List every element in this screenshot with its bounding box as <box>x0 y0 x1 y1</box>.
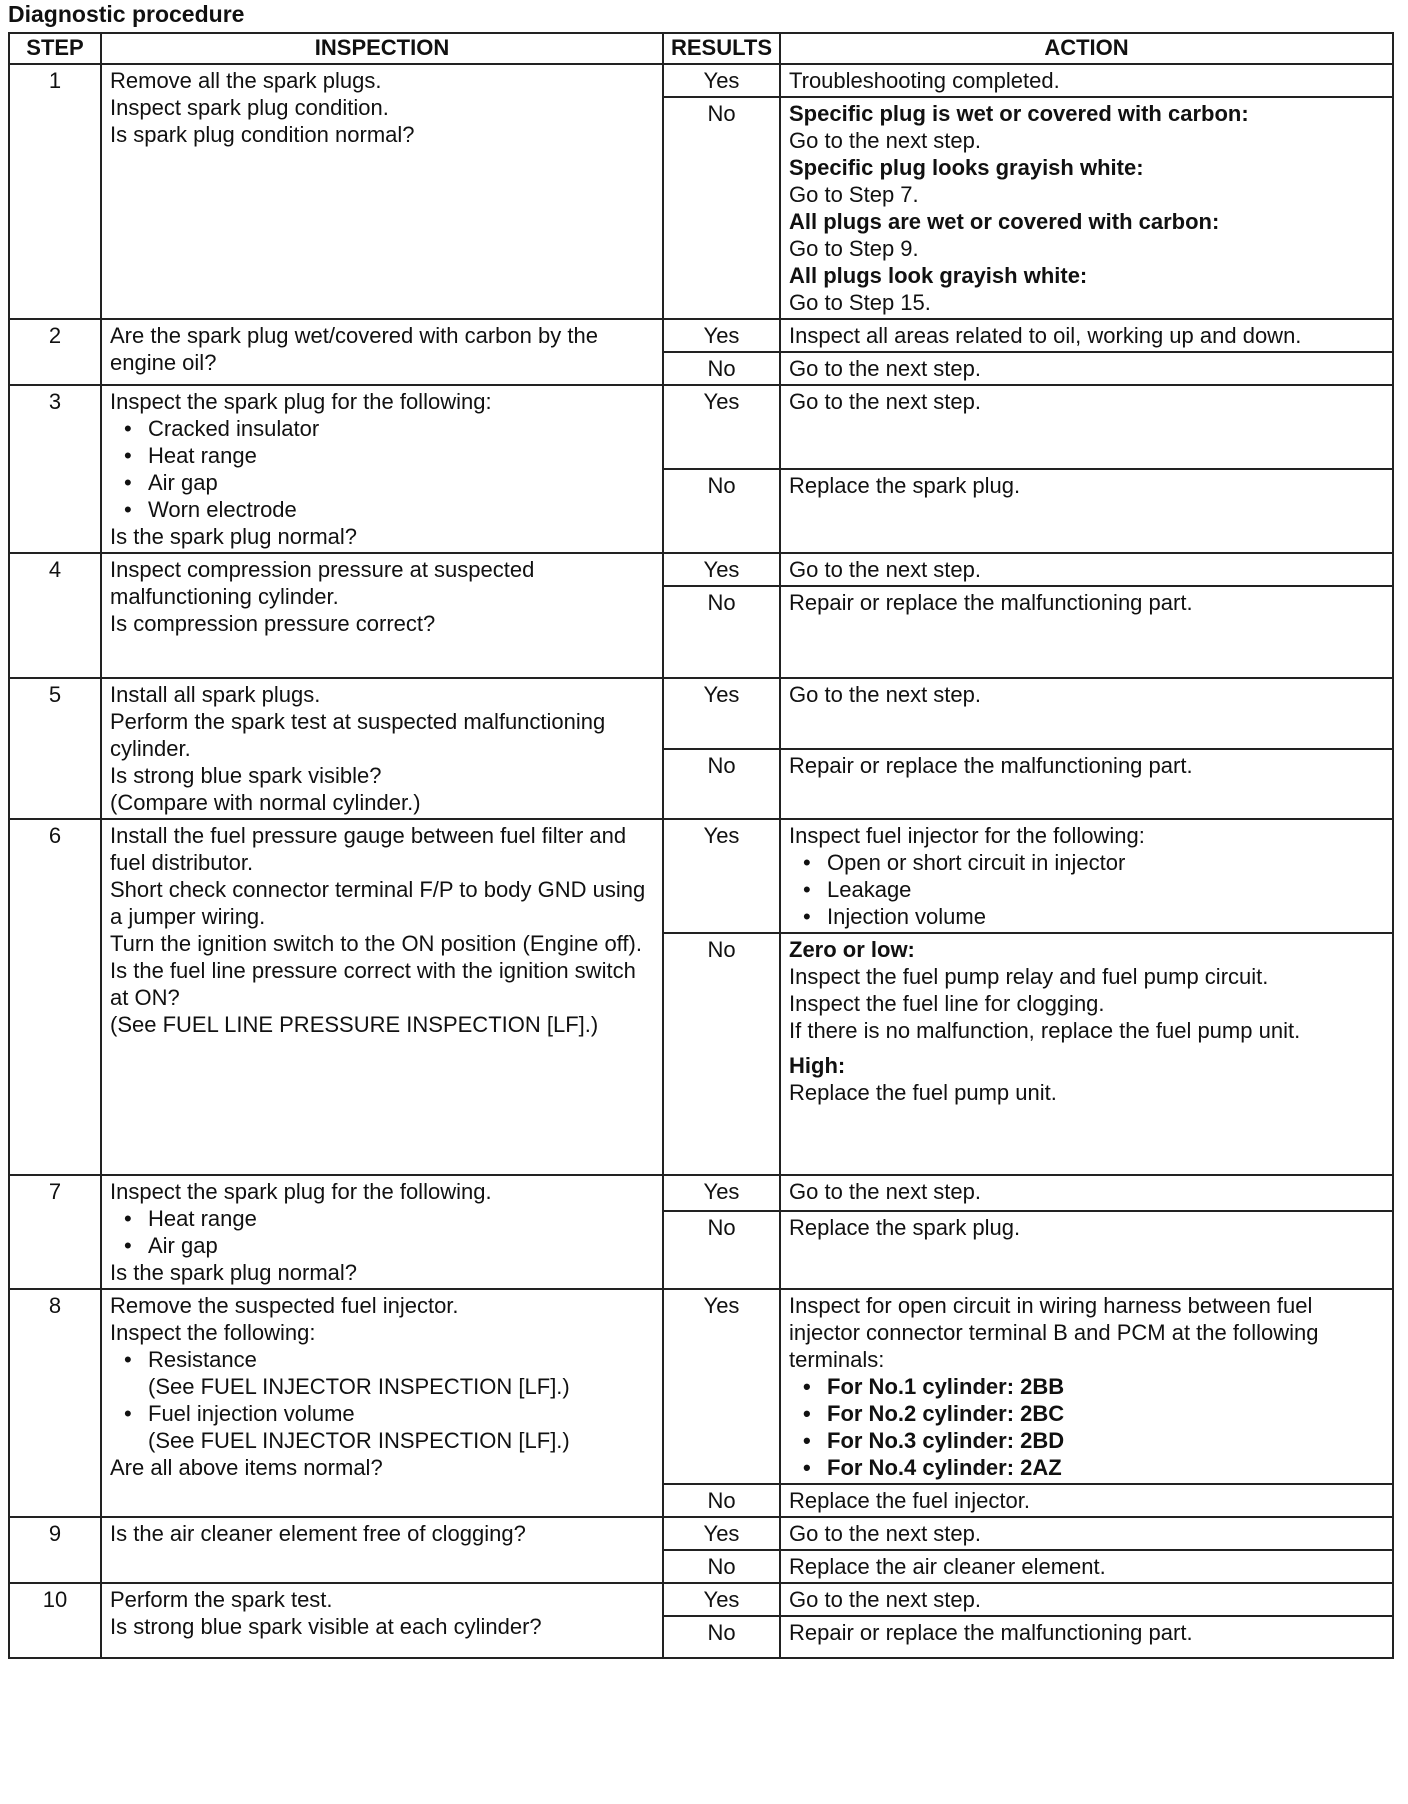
table-row <box>9 819 1393 933</box>
inspection-line: Is strong blue spark visible at each cylinder? <box>110 1614 542 1639</box>
result-yes: Yes <box>663 319 780 352</box>
inspection-line: Is the fuel line pressure correct with the ignition switch at ON? <box>110 958 636 1010</box>
list-item: • For No.4 cylinder: 2AZ <box>789 1454 1384 1481</box>
result-yes: Yes <box>663 1517 780 1550</box>
inspection-question: Is the spark plug normal? <box>110 524 358 549</box>
action-yes: Go to the next step. <box>780 385 1393 469</box>
step-number: 9 <box>9 1517 101 1583</box>
list-item: • Cracked insulator <box>110 415 654 442</box>
table-row <box>9 385 1393 469</box>
action-intro: Inspect fuel injector for the following: <box>789 823 1145 848</box>
condition-action: If there is no malfunction, replace the fuel pump unit. <box>789 1018 1301 1043</box>
result-yes: Yes <box>663 1175 780 1211</box>
inspection-line: Perform the spark test at suspected malfunctioning cylinder. <box>110 709 606 761</box>
result-yes: Yes <box>663 678 780 749</box>
inspection-line: Inspect the spark plug for the following. <box>110 1179 492 1204</box>
step-number: 6 <box>9 819 101 1175</box>
result-no: No <box>663 586 780 678</box>
condition-heading: All plugs look grayish white: <box>789 263 1088 288</box>
inspection-cell: Is the air cleaner element free of clogging? <box>101 1517 663 1583</box>
inspection-line: Remove all the spark plugs. <box>110 68 382 93</box>
action-yes: Go to the next step. <box>780 553 1393 586</box>
result-no: No <box>663 97 780 319</box>
inspection-line: Install the fuel pressure gauge between fuel filter and fuel distributor. <box>110 823 627 875</box>
step-number: 3 <box>9 385 101 553</box>
inspection-line: (Compare with normal cylinder.) <box>110 790 421 815</box>
list-item: • For No.2 cylinder: 2BC <box>789 1400 1384 1427</box>
result-no: No <box>663 352 780 385</box>
action-yes: Go to the next step. <box>780 678 1393 749</box>
page-title: Diagnostic procedure <box>8 1 245 27</box>
inspection-cell: Are the spark plug wet/covered with carbon by the engine oil? <box>101 319 663 385</box>
inspection-line: Perform the spark test. <box>110 1587 333 1612</box>
table-row <box>9 1517 1393 1550</box>
inspection-line: Inspect compression pressure at suspected malfunctioning cylinder. <box>110 557 535 609</box>
step-number: 4 <box>9 553 101 678</box>
action-no: Replace the spark plug. <box>780 1211 1393 1289</box>
table-row <box>9 319 1393 352</box>
action-yes: Troubleshooting completed. <box>780 64 1393 97</box>
table-row <box>9 64 1393 97</box>
condition-heading: Specific plug is wet or covered with carbon: <box>789 101 1249 126</box>
inspection-question: Are all above items normal? <box>110 1455 383 1480</box>
result-no: No <box>663 1550 780 1583</box>
action-no: Replace the fuel injector. <box>780 1484 1393 1517</box>
action-no: Replace the air cleaner element. <box>780 1550 1393 1583</box>
condition-heading: All plugs are wet or covered with carbon: <box>789 209 1220 234</box>
step-number: 8 <box>9 1289 101 1517</box>
list-item: • Air gap <box>110 1232 654 1259</box>
step-number: 10 <box>9 1583 101 1658</box>
action-no <box>780 933 1393 1175</box>
condition-heading: High: <box>789 1053 846 1078</box>
list-item: • For No.3 cylinder: 2BD <box>789 1427 1384 1454</box>
condition-action: Go to Step 7. <box>789 182 919 207</box>
table-row <box>9 1583 1393 1616</box>
condition-action: Go to the next step. <box>789 128 982 153</box>
action-yes: Go to the next step. <box>780 1583 1393 1616</box>
step-number: 2 <box>9 319 101 385</box>
header-step: STEP <box>9 33 101 64</box>
result-no: No <box>663 469 780 553</box>
table-row <box>9 1289 1393 1484</box>
condition-heading: Zero or low: <box>789 937 915 962</box>
result-no: No <box>663 1616 780 1658</box>
action-yes: Go to the next step. <box>780 1517 1393 1550</box>
action-list <box>789 1373 1384 1481</box>
condition-action: Go to Step 15. <box>789 290 931 315</box>
action-yes: Go to the next step. <box>780 1175 1393 1211</box>
inspection-line: Is strong blue spark visible? <box>110 763 382 788</box>
result-yes: Yes <box>663 385 780 469</box>
result-yes: Yes <box>663 1289 780 1484</box>
inspection-cell <box>101 553 663 678</box>
inspection-cell <box>101 819 663 1175</box>
table-row <box>9 678 1393 749</box>
action-list <box>789 849 1384 930</box>
header-action: ACTION <box>780 33 1393 64</box>
list-item: • Heat range <box>110 442 654 469</box>
condition-action: Inspect the fuel pump relay and fuel pump circuit. <box>789 964 1269 989</box>
step-number: 7 <box>9 1175 101 1289</box>
list-item: • Worn electrode <box>110 496 654 523</box>
action-yes <box>780 819 1393 933</box>
inspection-list <box>110 1205 654 1259</box>
inspection-cell <box>101 1175 663 1289</box>
result-no: No <box>663 1211 780 1289</box>
table-row <box>9 553 1393 586</box>
list-item: • For No.1 cylinder: 2BB <box>789 1373 1384 1400</box>
result-yes: Yes <box>663 553 780 586</box>
inspection-line: Install all spark plugs. <box>110 682 321 707</box>
list-item: • Injection volume <box>789 903 1384 930</box>
result-no: No <box>663 933 780 1175</box>
list-item: • Fuel injection volume <box>110 1400 654 1427</box>
inspection-list <box>110 415 654 523</box>
inspection-list <box>110 1400 654 1427</box>
action-no: Go to the next step. <box>780 352 1393 385</box>
header-inspection: INSPECTION <box>101 33 663 64</box>
inspection-question: Is the spark plug normal? <box>110 1260 358 1285</box>
action-no: Repair or replace the malfunctioning part. <box>780 586 1393 678</box>
result-no: No <box>663 1484 780 1517</box>
reference-note: (See FUEL INJECTOR INSPECTION [LF].) <box>148 1428 570 1453</box>
inspection-line: Remove the suspected fuel injector. <box>110 1293 459 1318</box>
inspection-line: Inspect spark plug condition. <box>110 95 389 120</box>
diagnostic-table <box>8 32 1394 1659</box>
list-item: • Heat range <box>110 1205 654 1232</box>
result-yes: Yes <box>663 1583 780 1616</box>
inspection-list <box>110 1346 654 1373</box>
action-no: Repair or replace the malfunctioning part. <box>780 749 1393 820</box>
table-row <box>9 1175 1393 1211</box>
action-intro: Inspect for open circuit in wiring harness between fuel injector connector terminal B and PCM at the following terminals: <box>789 1293 1319 1372</box>
result-yes: Yes <box>663 64 780 97</box>
inspection-cell <box>101 1583 663 1658</box>
inspection-line: Is spark plug condition normal? <box>110 122 415 147</box>
condition-action: Inspect the fuel line for clogging. <box>789 991 1105 1016</box>
inspection-cell <box>101 678 663 819</box>
inspection-line: Turn the ignition switch to the ON position (Engine off). <box>110 931 642 956</box>
header-row <box>9 33 1393 64</box>
inspection-cell <box>101 64 663 319</box>
inspection-line: Is compression pressure correct? <box>110 611 436 636</box>
result-no: No <box>663 749 780 820</box>
condition-action: Replace the fuel pump unit. <box>789 1080 1057 1105</box>
list-item: • Open or short circuit in injector <box>789 849 1384 876</box>
action-yes <box>780 1289 1393 1484</box>
inspection-line: Inspect the following: <box>110 1320 316 1345</box>
inspection-cell <box>101 1289 663 1517</box>
list-item: • Air gap <box>110 469 654 496</box>
inspection-line: Short check connector terminal F/P to body GND using a jumper wiring. <box>110 877 646 929</box>
step-number: 5 <box>9 678 101 819</box>
step-number: 1 <box>9 64 101 319</box>
inspection-cell <box>101 385 663 553</box>
action-yes: Inspect all areas related to oil, working up and down. <box>780 319 1393 352</box>
inspection-line: Inspect the spark plug for the following: <box>110 389 492 414</box>
list-item: • Leakage <box>789 876 1384 903</box>
condition-action: Go to Step 9. <box>789 236 919 261</box>
inspection-line: (See FUEL LINE PRESSURE INSPECTION [LF].) <box>110 1012 599 1037</box>
reference-note: (See FUEL INJECTOR INSPECTION [LF].) <box>148 1374 570 1399</box>
action-no: Replace the spark plug. <box>780 469 1393 553</box>
header-results: RESULTS <box>663 33 780 64</box>
action-no <box>780 97 1393 319</box>
result-yes: Yes <box>663 819 780 933</box>
condition-heading: Specific plug looks grayish white: <box>789 155 1144 180</box>
action-no: Repair or replace the malfunctioning part. <box>780 1616 1393 1658</box>
list-item: • Resistance <box>110 1346 654 1373</box>
